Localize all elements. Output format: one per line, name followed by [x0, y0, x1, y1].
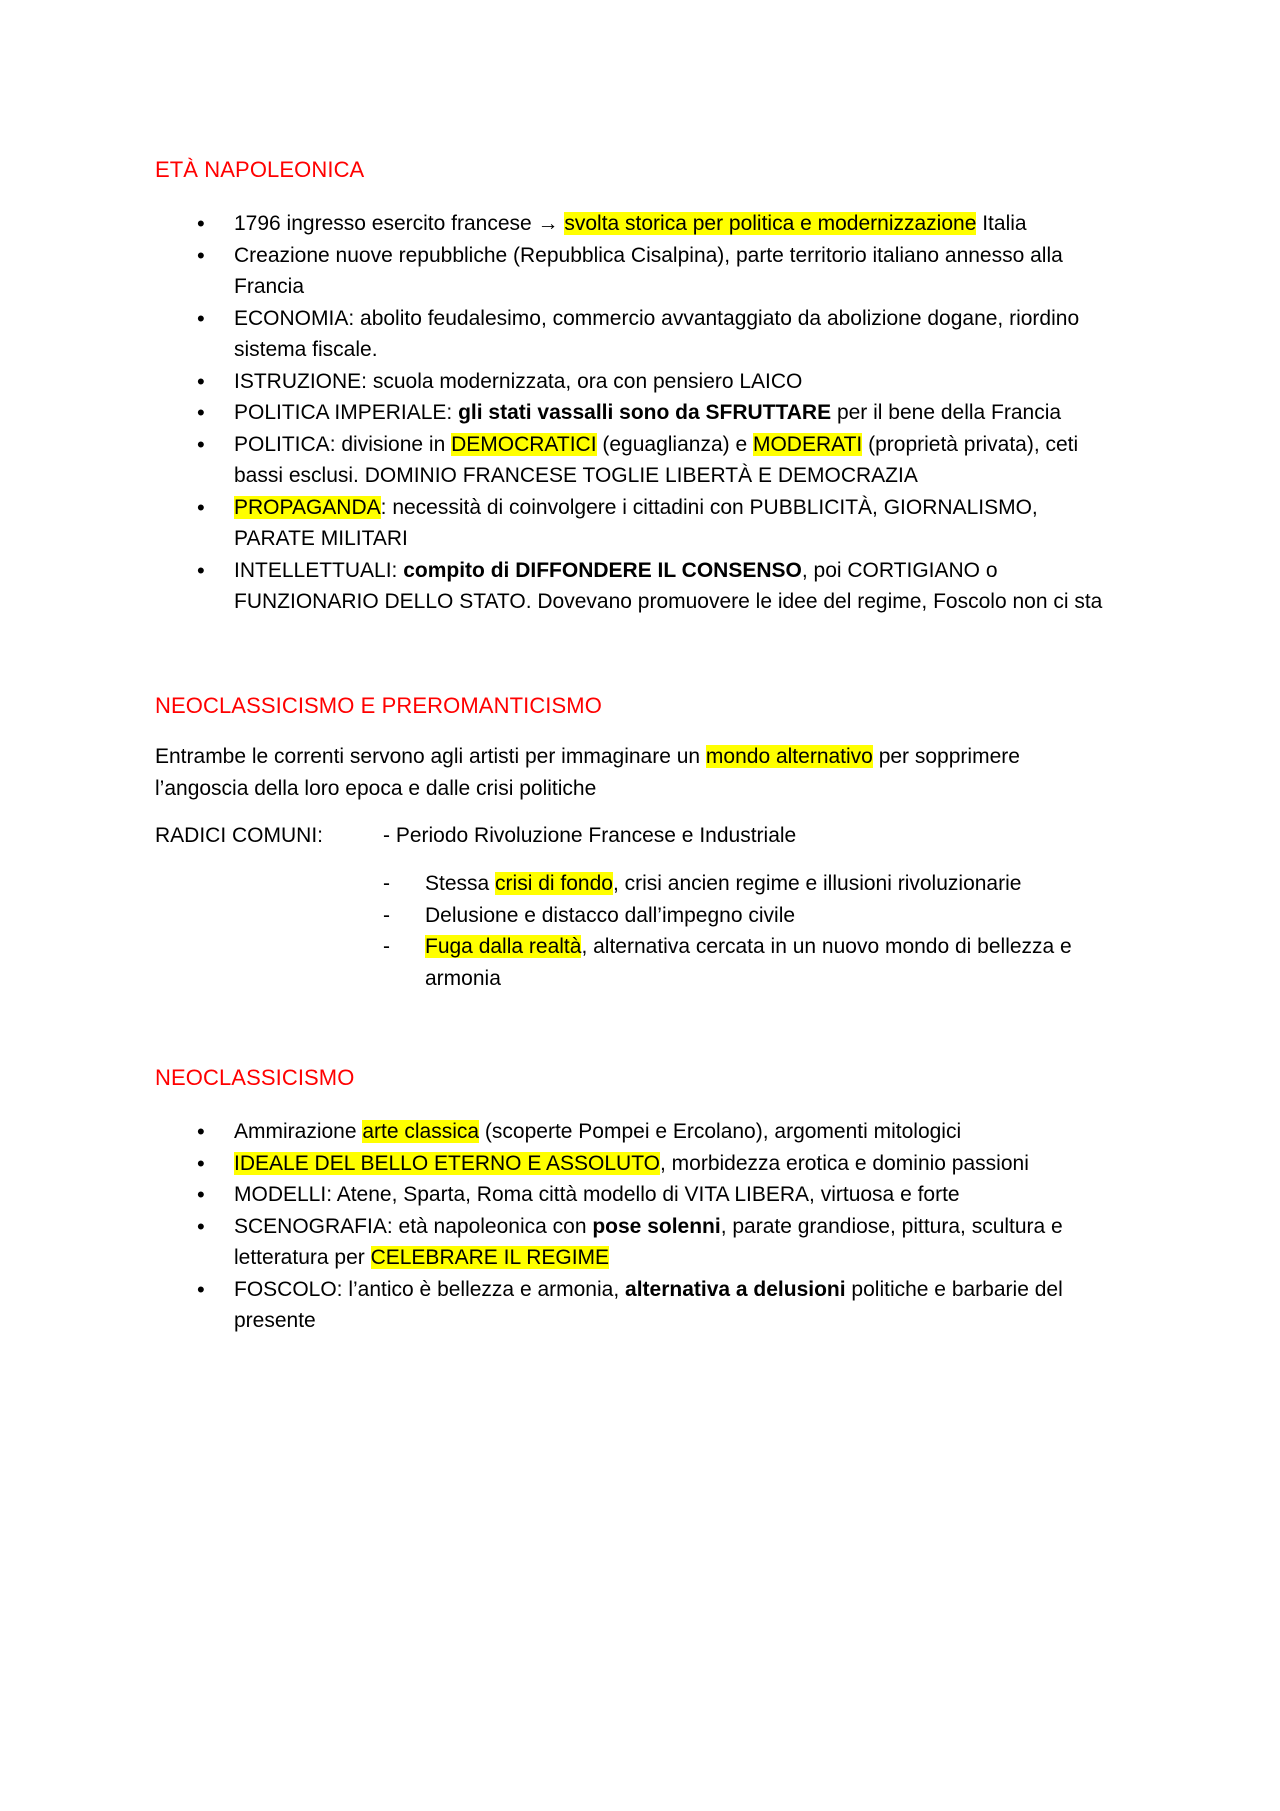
highlight: Fuga dalla realtà	[425, 935, 582, 958]
radici-label: RADICI COMUNI:	[155, 824, 323, 847]
bold-text: pose solenni	[592, 1214, 721, 1238]
list-item: • MODELLI: Atene, Sparta, Roma città modello di VITA LIBERA, virtuosa e forte	[155, 1179, 1115, 1211]
intro-paragraph: Entrambe le correnti servono agli artisti per immaginare un mondo alternativo per sopprimere l’angoscia della loro epoca e dalle crisi politiche	[155, 745, 1020, 800]
highlight: CELEBRARE IL REGIME	[370, 1246, 610, 1269]
list-item: • ECONOMIA: abolito feudalesimo, commercio avvantaggiato da abolizione dogane, riordino sistema fiscale.	[155, 303, 1115, 366]
bullet-list-neoclassicismo	[155, 1116, 1115, 1337]
list-item: • POLITICA IMPERIALE: gli stati vassalli sono da SFRUTTARE per il bene della Francia	[155, 397, 1115, 429]
highlight: mondo alternativo	[705, 745, 873, 768]
list-item: • FOSCOLO: l’antico è bellezza e armonia, alternativa a delusioni politiche e barbarie del presente	[155, 1274, 1115, 1337]
list-item: • 1796 ingresso esercito francese → svolta storica per politica e modernizzazione Italia	[155, 208, 1115, 240]
list-item: • Ammirazione arte classica (scoperte Pompei e Ercolano), argomenti mitologici	[155, 1116, 1115, 1148]
dash-list-radici	[383, 868, 1103, 994]
highlight: arte classica	[362, 1120, 480, 1143]
bold-text: alternativa a delusioni	[625, 1277, 846, 1301]
list-item: • INTELLETTUALI: compito di DIFFONDERE IL CONSENSO, poi CORTIGIANO o FUNZIONARIO DELLO STATO. Dovevano promuovere le idee del regime, Foscolo non ci sta	[155, 555, 1115, 618]
list-item: • PROPAGANDA: necessità di coinvolgere i cittadini con PUBBLICITÀ, GIORNALISMO, PARATE MILITARI	[155, 492, 1115, 555]
section-title-neoclassicismo: NEOCLASSICISMO	[155, 1065, 355, 1090]
list-item: • ISTRUZIONE: scuola modernizzata, ora con pensiero LAICO	[155, 366, 1115, 398]
section-title-eta-napoleonica: ETÀ NAPOLEONICA	[155, 157, 365, 182]
bold-text: gli stati vassalli sono da SFRUTTARE	[458, 401, 832, 424]
list-item: • IDEALE DEL BELLO ETERNO E ASSOLUTO, morbidezza erotica e dominio passioni	[155, 1148, 1115, 1180]
list-item: • SCENOGRAFIA: età napoleonica con pose solenni, parate grandiose, pittura, scultura e letteratura per CELEBRARE IL REGIME	[155, 1211, 1115, 1274]
section-title-neoclassicismo-preromanticismo: NEOCLASSICISMO E PREROMANTICISMO	[155, 693, 602, 718]
radici-first-item: - Periodo Rivoluzione Francese e Industriale	[383, 824, 797, 847]
highlight: PROPAGANDA	[234, 495, 381, 519]
highlight: IDEALE DEL BELLO ETERNO E ASSOLUTO	[234, 1151, 660, 1175]
highlight: crisi di fondo	[495, 872, 613, 895]
list-item: - Fuga dalla realtà, alternativa cercata in un nuovo mondo di bellezza e armonia	[383, 931, 1103, 994]
list-item: - Delusione e distacco dall’impegno civile	[383, 900, 1103, 932]
list-item: • POLITICA: divisione in DEMOCRATICI (eguaglianza) e MODERATI (proprietà privata), ceti bassi esclusi. DOMINIO FRANCESE TOGLIE LIBERTÀ E DEMOCRAZIA	[155, 429, 1115, 492]
bold-text: compito di DIFFONDERE IL CONSENSO	[403, 558, 802, 582]
list-item: • Creazione nuove repubbliche (Repubblica Cisalpina), parte territorio italiano annesso alla Francia	[155, 240, 1115, 303]
highlight: MODERATI	[752, 432, 863, 456]
bullet-list-eta-napoleonica	[155, 208, 1115, 618]
highlight: svolta storica per politica e modernizzazione	[564, 212, 977, 235]
highlight: DEMOCRATICI	[451, 432, 597, 456]
list-item: - Stessa crisi di fondo, crisi ancien regime e illusioni rivoluzionarie	[383, 868, 1103, 900]
